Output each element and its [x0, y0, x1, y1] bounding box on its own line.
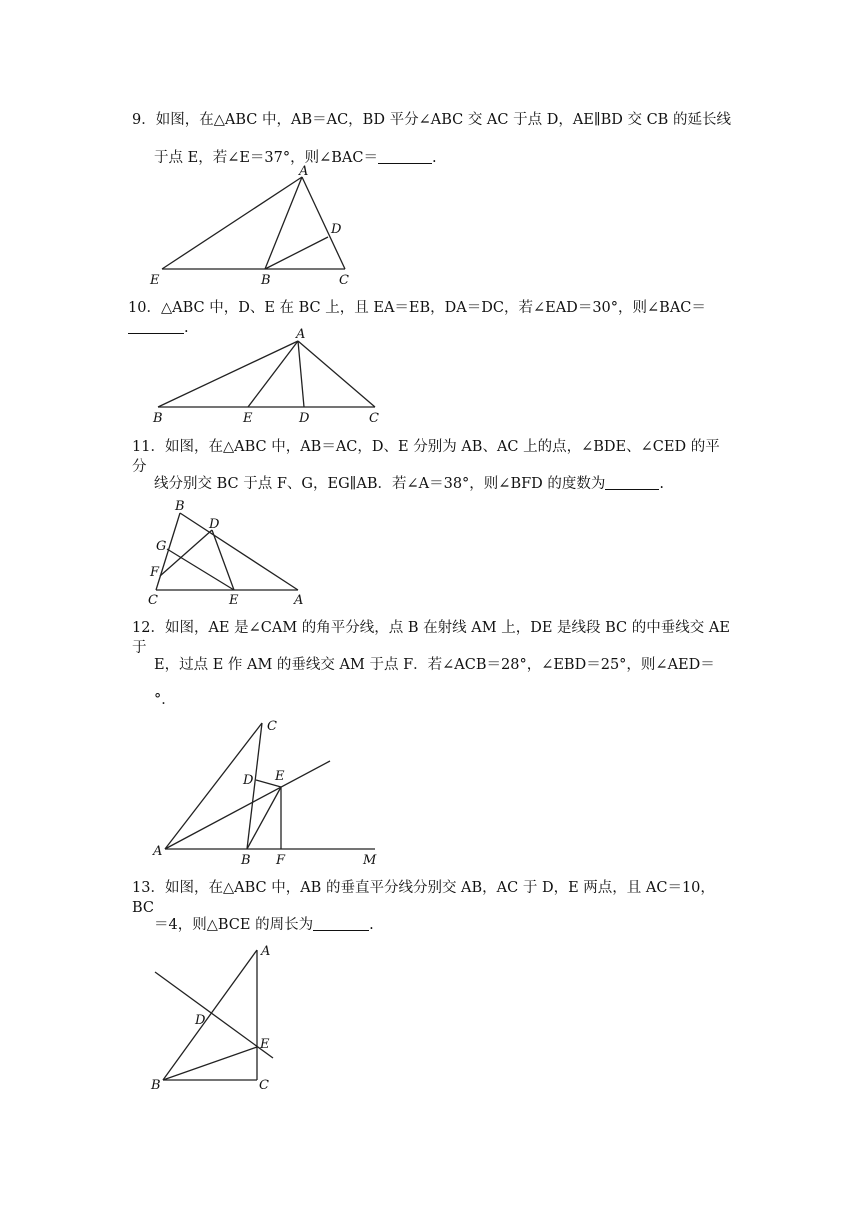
- question-9-line2: 于点 E，若∠E＝37°，则∠BAC＝ .: [154, 150, 437, 166]
- label-D: D: [299, 411, 310, 426]
- label-B: B: [241, 853, 251, 868]
- question-9-line1: [132, 110, 732, 130]
- label-F: F: [276, 853, 286, 868]
- label-E: E: [229, 593, 239, 608]
- question-13-line1: [132, 878, 732, 918]
- question-text: △ABC 中，D、E 在 BC 上，且 EA＝EB，DA＝DC，若∠EAD＝30°，则∠BAC＝: [160, 300, 706, 316]
- label-C: C: [148, 593, 158, 608]
- label-D: D: [331, 222, 342, 237]
- label-D: D: [243, 773, 254, 788]
- question-text: 如图，在△ABC 中，AB 的垂直平分线分别交 AB，AC 于 D，E 两点，且 AC＝10，BC: [132, 880, 715, 916]
- label-A: A: [299, 164, 309, 179]
- figure-q13: [145, 940, 285, 1095]
- question-text: ＝4，则△BCE 的周长为: [154, 917, 314, 933]
- question-10-line1: 10．△ABC 中，D、E 在 BC 上，且 EA＝EB，DA＝DC，若∠EAD＝30°，则∠BAC＝.: [128, 300, 706, 336]
- question-text: 如图，在△ABC 中，AB＝AC，D、E 分别为 AB、AC 上的点，∠BDE、∠CED 的平分: [132, 439, 720, 475]
- label-A: A: [153, 844, 163, 859]
- label-A: A: [261, 944, 271, 959]
- question-number: 9．: [132, 112, 156, 128]
- label-B: B: [175, 499, 185, 514]
- label-E: E: [260, 1037, 270, 1052]
- label-D: D: [209, 517, 220, 532]
- question-12-line3: [154, 690, 176, 710]
- question-11-line1: [132, 437, 732, 477]
- label-E: E: [243, 411, 253, 426]
- label-G: G: [156, 539, 167, 554]
- question-11-line2: 线分别交 BC 于点 F、G，EG∥AB．若∠A＝38°，则∠BFD 的度数为 .: [154, 476, 665, 492]
- question-number: 12．: [132, 620, 165, 636]
- label-D: D: [195, 1013, 206, 1028]
- question-text: 线分别交 BC 于点 F、G，EG∥AB．若∠A＝38°，则∠BFD 的度数为: [154, 476, 606, 492]
- label-B: B: [151, 1078, 161, 1093]
- figure-q12: [150, 715, 390, 868]
- question-number: 13．: [132, 880, 165, 896]
- label-M: M: [363, 853, 377, 868]
- figure-q10: [150, 325, 390, 425]
- question-number: 11．: [132, 439, 165, 455]
- label-C: C: [369, 411, 379, 426]
- question-text: 于点 E，若∠E＝37°，则∠BAC＝: [154, 150, 378, 166]
- label-B: B: [153, 411, 163, 426]
- label-C: C: [259, 1078, 269, 1093]
- question-12-line1: [132, 618, 732, 658]
- label-F: F: [150, 565, 160, 580]
- question-text: 如图，在△ABC 中，AB＝AC，BD 平分∠ABC 交 AC 于点 D，AE∥BD 交 CB 的延长线: [155, 112, 731, 128]
- label-B: B: [261, 273, 271, 288]
- figure-q9: [140, 165, 360, 290]
- label-A: A: [296, 327, 306, 342]
- answer-blank[interactable]: [313, 916, 369, 931]
- figure-q11: [140, 498, 310, 608]
- question-13-line2: ＝4，则△BCE 的周长为 .: [154, 917, 374, 933]
- question-12-line2: [154, 655, 715, 675]
- question-number: 10．: [128, 300, 161, 316]
- label-E: E: [275, 769, 285, 784]
- question-text: °．: [154, 692, 176, 708]
- label-C: C: [267, 719, 277, 734]
- question-text: E，过点 E 作 AM 的垂线交 AM 于点 F．若∠ACB＝28°，∠EBD＝25°，则∠AED＝: [154, 657, 715, 673]
- label-E: E: [150, 273, 160, 288]
- label-A: A: [294, 593, 304, 608]
- label-C: C: [339, 273, 349, 288]
- answer-blank[interactable]: [605, 475, 659, 490]
- question-text: 如图，AE 是∠CAM 的角平分线，点 B 在射线 AM 上，DE 是线段 BC 的中垂线交 AE 于: [132, 620, 730, 656]
- answer-blank[interactable]: [378, 149, 432, 164]
